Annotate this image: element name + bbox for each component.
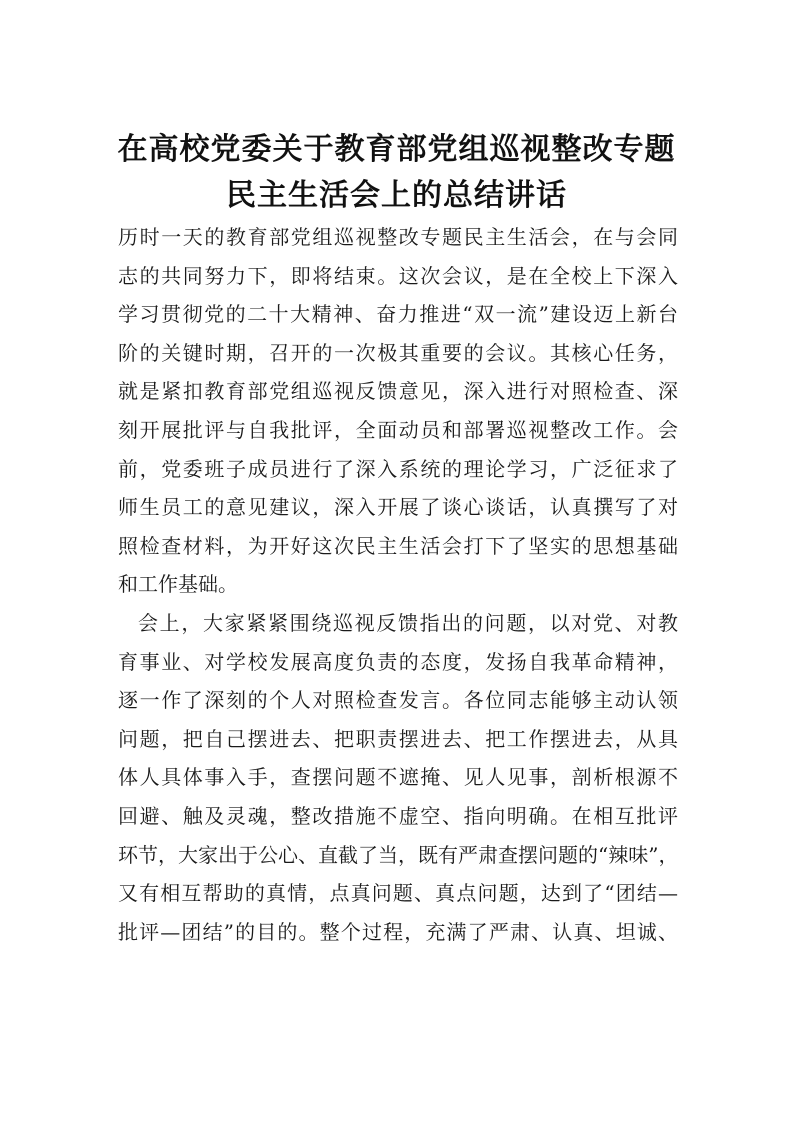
paragraph-line: 环节，大家出于公心、直截了当，既有严肃查摆问题的“辣味”， [118, 842, 678, 867]
paragraph-line: 体人具体事入手，查摆问题不遮掩、见人见事，剖析根源不 [118, 765, 678, 790]
paragraph-line: 前，党委班子成员进行了深入系统的理论学习，广泛征求了 [118, 456, 678, 481]
paragraph-line: 逐一作了深刻的个人对照检查发言。各位同志能够主动认领 [118, 688, 678, 713]
paragraph-line: 和工作基础。 [118, 572, 238, 597]
document-title-line-2: 民主生活会上的总结讲话 [226, 178, 567, 213]
paragraph-line: 师生员工的意见建议，深入开展了谈心谈话，认真撰写了对 [118, 495, 678, 520]
paragraph-line: 问题，把自己摆进去、把职责摆进去、把工作摆进去，从具 [118, 726, 678, 751]
paragraph-line: 育事业、对学校发展高度负责的态度，发扬自我革命精神， [118, 649, 678, 674]
paragraph-line: 学习贯彻党的二十大精神、奋力推进“双一流”建设迈上新台 [118, 302, 678, 327]
paragraph-line: 志的共同努力下，即将结束。这次会议，是在全校上下深入 [118, 263, 678, 288]
paragraph-line: 又有相互帮助的真情，点真问题、真点问题，达到了“团结— [118, 881, 678, 906]
paragraph-line: 会上，大家紧紧围绕巡视反馈指出的问题，以对党、对教 [138, 611, 678, 635]
paragraph-1 [118, 218, 678, 604]
paragraph-line: 回避、触及灵魂，整改措施不虚空、指向明确。在相互批评 [118, 803, 678, 828]
paragraph-line: 刻开展批评与自我批评，全面动员和部署巡视整改工作。会 [118, 417, 678, 442]
paragraph-line: 阶的关键时期，召开的一次极其重要的会议。其核心任务， [118, 340, 678, 365]
document-title-line-1: 在高校党委关于教育部党组巡视整改专题 [117, 132, 676, 167]
paragraph-line: 历时一天的教育部党组巡视整改专题民主生活会，在与会同 [118, 225, 678, 249]
paragraph-2 [118, 604, 678, 951]
paragraph-line: 就是紧扣教育部党组巡视反馈意见，深入进行对照检查、深 [118, 379, 678, 404]
paragraph-line: 照检查材料，为开好这次民主生活会打下了坚实的思想基础 [118, 533, 678, 558]
paragraph-line: 批评—团结”的目的。整个过程，充满了严肃、认真、坦诚、 [118, 919, 678, 944]
